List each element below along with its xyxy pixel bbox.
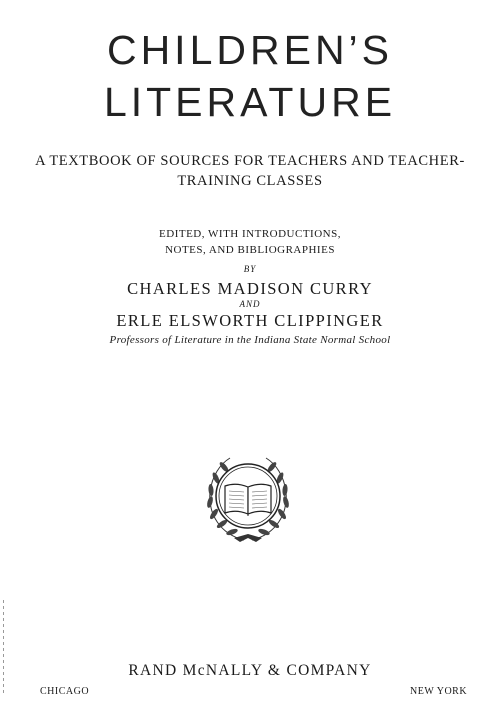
- author-affiliation: Professors of Literature in the Indiana State Normal School: [109, 334, 391, 346]
- by-label: BY: [243, 264, 257, 274]
- subtitle-line-2: TRAINING CLASSES: [177, 173, 323, 189]
- book-title-line-2: LITERATURE: [103, 79, 397, 125]
- book-title-line-1: CHILDREN’S: [106, 27, 394, 73]
- author-2: ERLE ELSWORTH CLIPPINGER: [116, 311, 384, 330]
- scan-edge-mark: [3, 600, 4, 695]
- and-label: AND: [239, 299, 261, 309]
- author-1: CHARLES MADISON CURRY: [127, 279, 373, 298]
- subtitle-line-1: A TEXTBOOK OF SOURCES FOR TEACHERS AND TEACHER-: [35, 153, 465, 169]
- edited-line-2: NOTES, AND BIBLIOGRAPHIES: [165, 244, 335, 256]
- open-book-laurel-seal-icon: [198, 452, 298, 544]
- city-left: CHICAGO: [40, 686, 90, 697]
- city-right: NEW YORK: [410, 686, 468, 697]
- publisher-name: RAND McNALLY & COMPANY: [128, 662, 372, 679]
- edited-line-1: EDITED, WITH INTRODUCTIONS,: [159, 228, 341, 240]
